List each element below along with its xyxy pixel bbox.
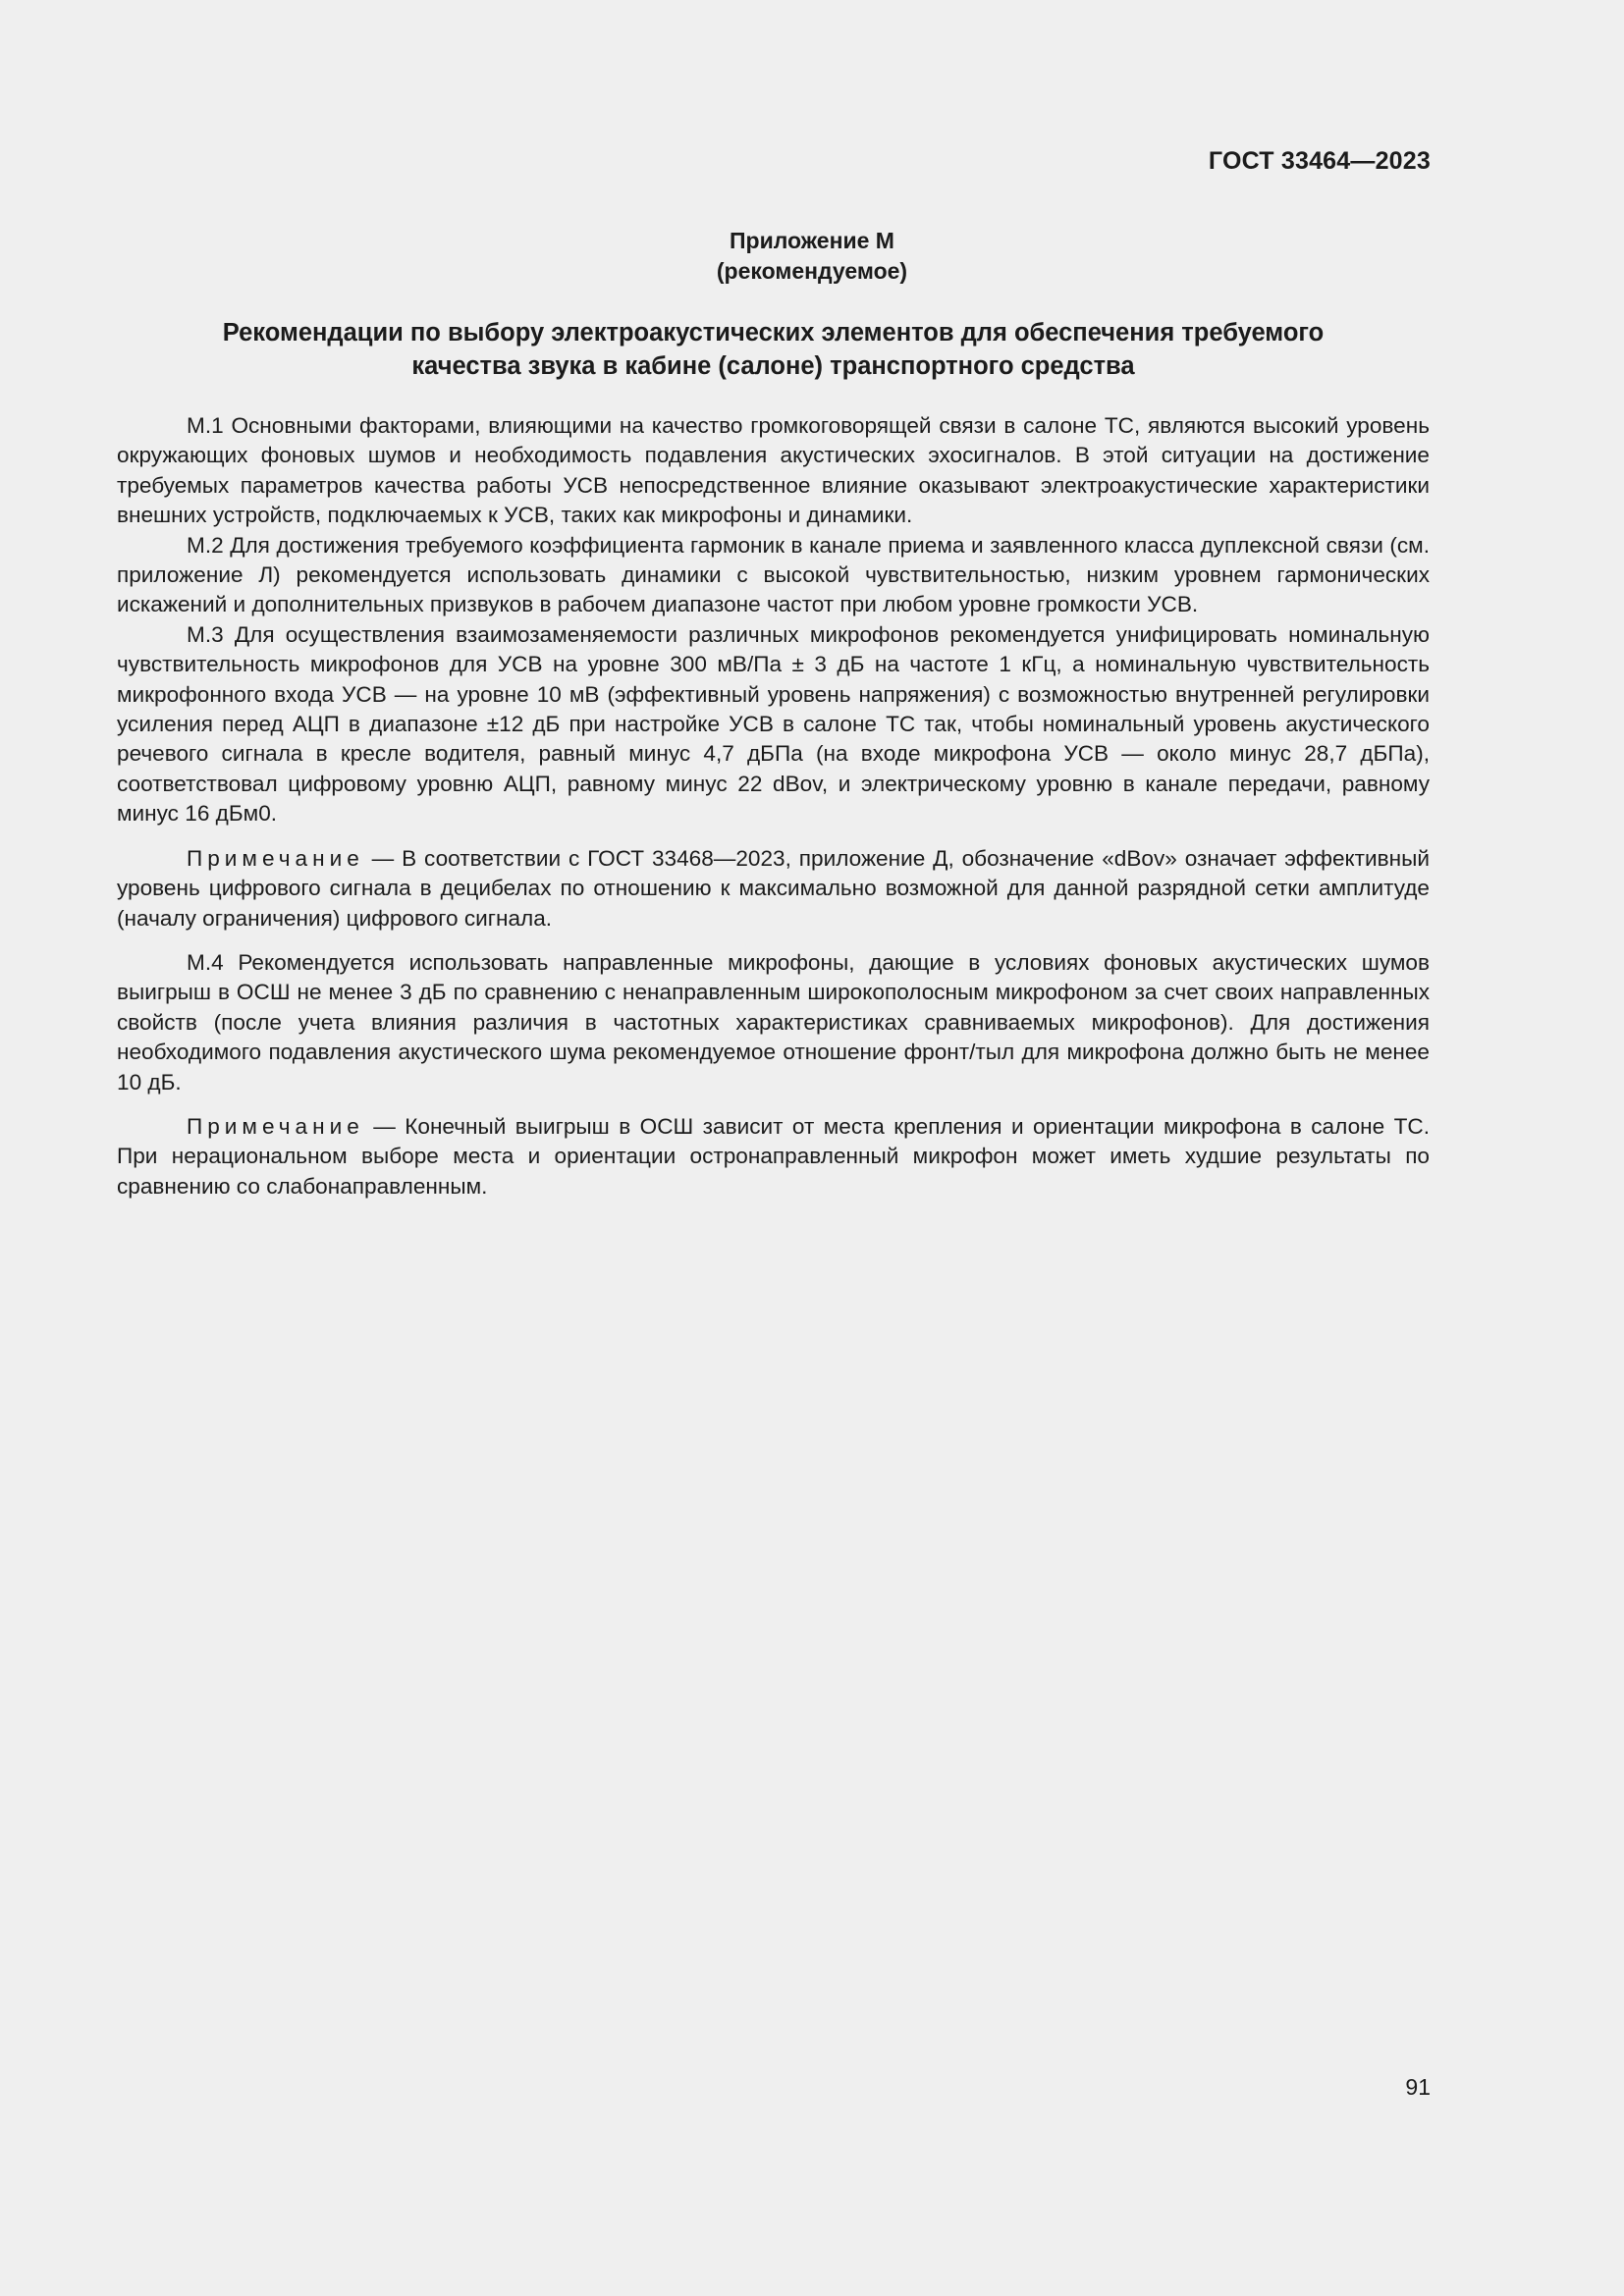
page-number: 91 [1405, 2074, 1431, 2100]
section-title-line-2: качества звука в кабине (салоне) транспортного средства [411, 352, 1135, 380]
annex-status: (рекомендуемое) [716, 258, 908, 284]
note-2-label: Примечание [187, 1113, 364, 1139]
section-title-line-1: Рекомендации по выбору электроакустических элементов для обеспечения требуемого [222, 319, 1325, 347]
annex-title: Приложение М [730, 228, 894, 253]
paragraph-m2: М.2 Для достижения требуемого коэффициента гармоник в канале приема и заявленного класса дуплексной связи (см. приложение Л) рекомендуется использовать динамики с высокой чувствительностью, низким уровнем гармонических искажений и дополнительных призвуков в рабочем диапазоне частот при любом уровне громкости УСВ. [117, 532, 1430, 617]
note-2-text: — Конечный выигрыш в ОСШ зависит от места крепления и ориентации микрофона в салоне ТС. При нерациональном выборе места и ориентации остронаправленный микрофон может иметь худшие результаты по сравнению со слабонаправленным. [117, 1113, 1430, 1199]
paragraph-m1: М.1 Основными факторами, влияющими на качество громкоговорящей связи в салоне ТС, являются высокий уровень окружающих фоновых шумов и необходимость подавления акустических эхосигналов. В этой ситуации на достижение требуемых параметров качества работы УСВ непосредственное влияние оказывают электроакустические характеристики внешних устройств, подключаемых к УСВ, таких как микрофоны и динамики. [117, 413, 1430, 528]
note-2 [117, 1112, 1430, 1201]
body-text [117, 411, 1430, 1201]
note-1-text: — В соответствии с ГОСТ 33468—2023, приложение Д, обозначение «dBov» означает эффективный уровень цифрового сигнала в децибелах по отношению к максимально возможной для данной разрядной сетки амплитуде (началу ограничения) цифрового сигнала. [117, 845, 1430, 931]
note-1-label: Примечание [187, 845, 364, 871]
section-title [147, 316, 1399, 383]
note-1 [117, 844, 1430, 934]
paragraph-m3: М.3 Для осуществления взаимозаменяемости различных микрофонов рекомендуется унифицировать номинальную чувствительность микрофонов для УСВ на уровне 300 мВ/Па ± 3 дБ на частоте 1 кГц, а номинальную чувствительность микрофонного входа УСВ — на уровне 10 мВ (эффективный уровень напряжения) с возможностью внутренней регулировки усиления перед АЦП в диапазоне ±12 дБ при настройке УСВ в салоне ТС так, чтобы номинальный уровень акустического речевого сигнала в кресле водителя, равный минус 4,7 дБПа (на входе микрофона УСВ — около минус 28,7 дБПа), соответствовал цифровому уровню АЦП, равному минус 22 dBov, и электрическому уровню в канале передачи, равному минус 16 дБм0. [117, 621, 1430, 827]
document-number: ГОСТ 33464—2023 [1208, 147, 1431, 175]
annex-heading [0, 226, 1624, 287]
paragraph-m4: М.4 Рекомендуется использовать направленные микрофоны, дающие в условиях фоновых акустических шумов выигрыш в ОСШ не менее 3 дБ по сравнению с ненаправленным широкополосным микрофоном за счет своих направленных свойств (после учета влияния различия в частотных характеристиках сравниваемых микрофонов). Для достижения необходимого подавления акустического шума рекомендуемое отношение фронт/тыл для микрофона должно быть не менее 10 дБ. [117, 949, 1430, 1095]
